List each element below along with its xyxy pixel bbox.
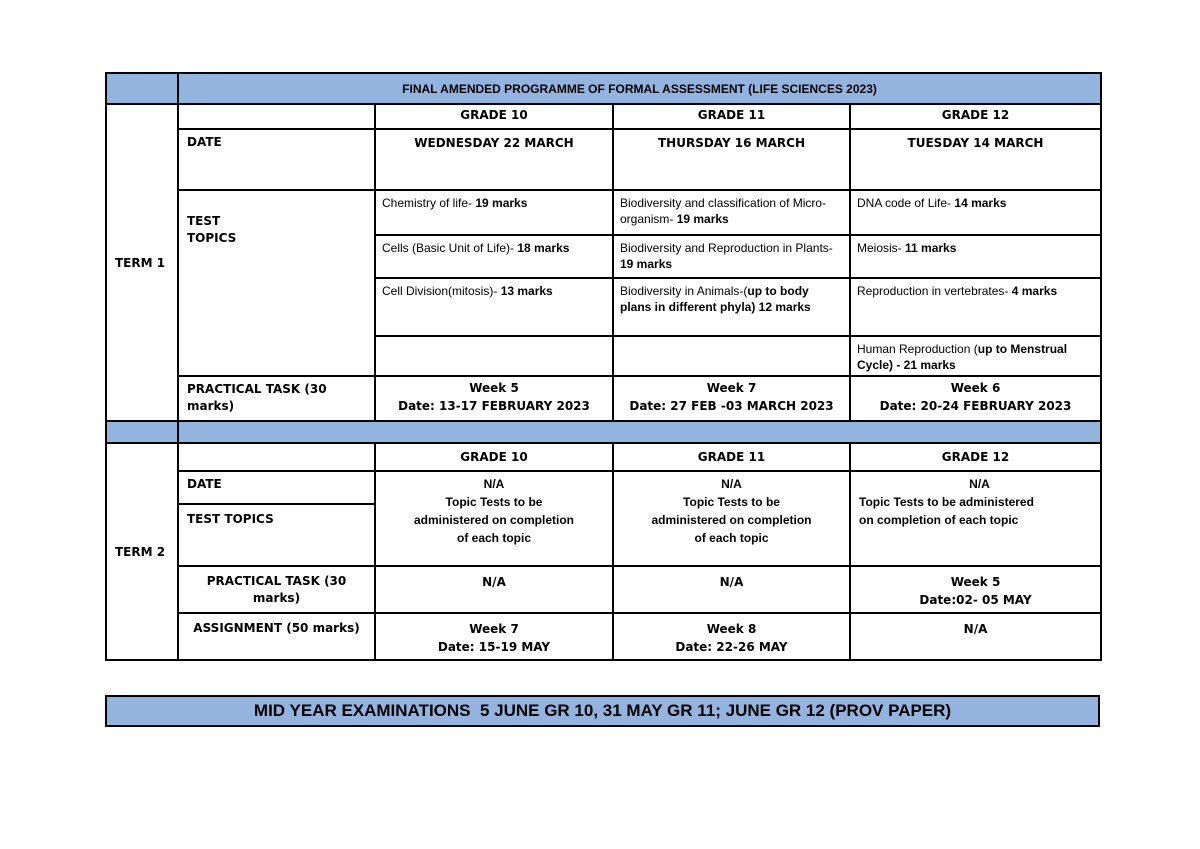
term2-g12-assignment	[850, 613, 1101, 660]
page-title: FINAL AMENDED PROGRAMME OF FORMAL ASSESSMENT (LIFE SCIENCES 2023)	[178, 73, 1101, 104]
term1-grade12-date: TUESDAY 14 MARCH	[850, 129, 1101, 190]
term2-g10-topics	[375, 471, 613, 566]
topic-text: Biodiversity and classification of Micro-organism-	[620, 196, 827, 226]
topic-marks: 18 marks	[517, 241, 570, 255]
term1-g11-topic-1	[613, 190, 850, 235]
term2-practical-label	[178, 566, 375, 613]
term1-grade10-date: WEDNESDAY 22 MARCH	[375, 129, 613, 190]
practical-label-line1: PRACTICAL TASK (30	[206, 574, 347, 588]
term2-grade11-header: GRADE 11	[613, 443, 850, 471]
term1-label: TERM 1	[106, 104, 178, 421]
topic-marks: 19 marks	[676, 212, 729, 226]
term2-g12-practical	[850, 566, 1101, 613]
term2-g11-topics	[613, 471, 850, 566]
term2-test-topics-label: TEST TOPICS	[178, 504, 375, 566]
assignment-date: Date: 22-26 MAY	[675, 640, 788, 654]
topic-text: Biodiversity and Reproduction in Plants-	[620, 241, 833, 255]
term-separator-bar	[178, 421, 1101, 443]
title-corner-cell	[106, 73, 178, 104]
note-line2: administered on completion	[413, 513, 575, 527]
term1-g12-topic-4	[850, 336, 1101, 376]
topic-text: Meiosis-	[857, 241, 906, 255]
term2-header-blank	[178, 443, 375, 471]
term2-g11-assignment	[613, 613, 850, 660]
term1-header-blank	[178, 104, 375, 129]
term1-grade11-header: GRADE 11	[613, 104, 850, 129]
term1-g11-practical	[613, 376, 850, 421]
term2-g11-practical: N/A	[613, 566, 850, 613]
term1-g11-topic-4-empty	[613, 336, 850, 376]
practical-date: Date: 20-24 FEBRUARY 2023	[879, 399, 1072, 413]
assignment-week: N/A	[963, 622, 988, 636]
topic-text: Cell Division(mitosis)-	[382, 284, 501, 298]
practical-week: Week 5	[950, 575, 1001, 589]
term1-g10-topic-2	[375, 235, 613, 278]
na-text: N/A	[969, 477, 990, 491]
note-line2: administered on completion	[651, 513, 812, 527]
na-text: N/A	[721, 477, 742, 491]
topic-text: Biodiversity in Animals-(	[620, 284, 748, 298]
mid-year-exam-text: MID YEAR EXAMINATIONS 5 JUNE GR 10, 31 MAY GR 11; JUNE GR 12 (PROV PAPER)	[106, 696, 1099, 726]
note-line1: Topic Tests to be administered	[859, 495, 1034, 509]
term1-test-topics-label	[178, 190, 375, 376]
practical-date: Date: 13-17 FEBRUARY 2023	[398, 399, 590, 413]
note-line2: on completion of each topic	[859, 513, 1019, 527]
term1-g10-topic-3	[375, 278, 613, 336]
term1-g12-topic-1	[850, 190, 1101, 235]
term1-g10-topic-4-empty	[375, 336, 613, 376]
practical-label-line2: marks)	[187, 399, 235, 413]
term2-date-label: DATE	[178, 471, 375, 504]
practical-date: Date: 27 FEB -03 MARCH 2023	[629, 399, 834, 413]
practical-week: Week 6	[950, 381, 1001, 395]
practical-week: Week 5	[469, 381, 519, 395]
term1-g10-topic-1	[375, 190, 613, 235]
practical-date: Date:02- 05 MAY	[919, 593, 1032, 607]
topic-marks: 4 marks	[1011, 284, 1058, 298]
topic-marks: up to body plans in different phyla) 12 marks	[620, 284, 811, 314]
topic-text: Cells (Basic Unit of Life)-	[382, 241, 518, 255]
term2-g10-practical: N/A	[375, 566, 613, 613]
topic-marks: up to Menstrual Cycle) - 21 marks	[857, 342, 1068, 372]
assessment-table	[105, 72, 1102, 661]
term2-assignment-label: ASSIGNMENT (50 marks)	[178, 613, 375, 660]
term1-g11-topic-2	[613, 235, 850, 278]
topic-text: Reproduction in vertebrates-	[857, 284, 1012, 298]
topic-marks: 14 marks	[954, 196, 1007, 210]
topic-text: Chemistry of life-	[382, 196, 476, 210]
term1-g12-practical	[850, 376, 1101, 421]
note-line3: of each topic	[694, 531, 769, 545]
topic-text: Human Reproduction (	[857, 342, 978, 356]
topic-marks: 19 marks	[620, 257, 673, 271]
mid-year-exam-banner	[105, 695, 1100, 727]
practical-label-line2: marks)	[252, 591, 301, 605]
assignment-date: Date: 15-19 MAY	[437, 640, 551, 654]
test-label-line1: TEST	[187, 214, 221, 228]
term1-g10-practical	[375, 376, 613, 421]
term1-g12-topic-3	[850, 278, 1101, 336]
term1-grade12-header: GRADE 12	[850, 104, 1101, 129]
test-label-line2: TOPICS	[187, 231, 237, 245]
topic-marks: 11 marks	[905, 241, 957, 255]
term2-label: TERM 2	[106, 443, 178, 660]
term1-practical-label	[178, 376, 375, 421]
term1-g11-topic-3	[613, 278, 850, 336]
separator-corner	[106, 421, 178, 443]
term2-g12-topics	[850, 471, 1101, 566]
term1-g12-topic-2	[850, 235, 1101, 278]
note-line3: of each topic	[456, 531, 531, 545]
na-text: N/A	[483, 477, 505, 491]
topic-text: DNA code of Life-	[857, 196, 955, 210]
note-line1: Topic Tests to be	[445, 495, 543, 509]
term2-grade10-header: GRADE 10	[375, 443, 613, 471]
note-line1: Topic Tests to be	[683, 495, 780, 509]
term1-grade11-date: THURSDAY 16 MARCH	[613, 129, 850, 190]
topic-marks: 13 marks	[500, 284, 553, 298]
term1-grade10-header: GRADE 10	[375, 104, 613, 129]
topic-marks: 19 marks	[475, 196, 528, 210]
assignment-week: Week 7	[469, 622, 519, 636]
term1-date-label: DATE	[178, 129, 375, 190]
assignment-week: Week 8	[706, 622, 757, 636]
practical-label-line1: PRACTICAL TASK (30	[187, 382, 327, 396]
term2-grade12-header: GRADE 12	[850, 443, 1101, 471]
practical-week: Week 7	[706, 381, 757, 395]
term2-g10-assignment	[375, 613, 613, 660]
